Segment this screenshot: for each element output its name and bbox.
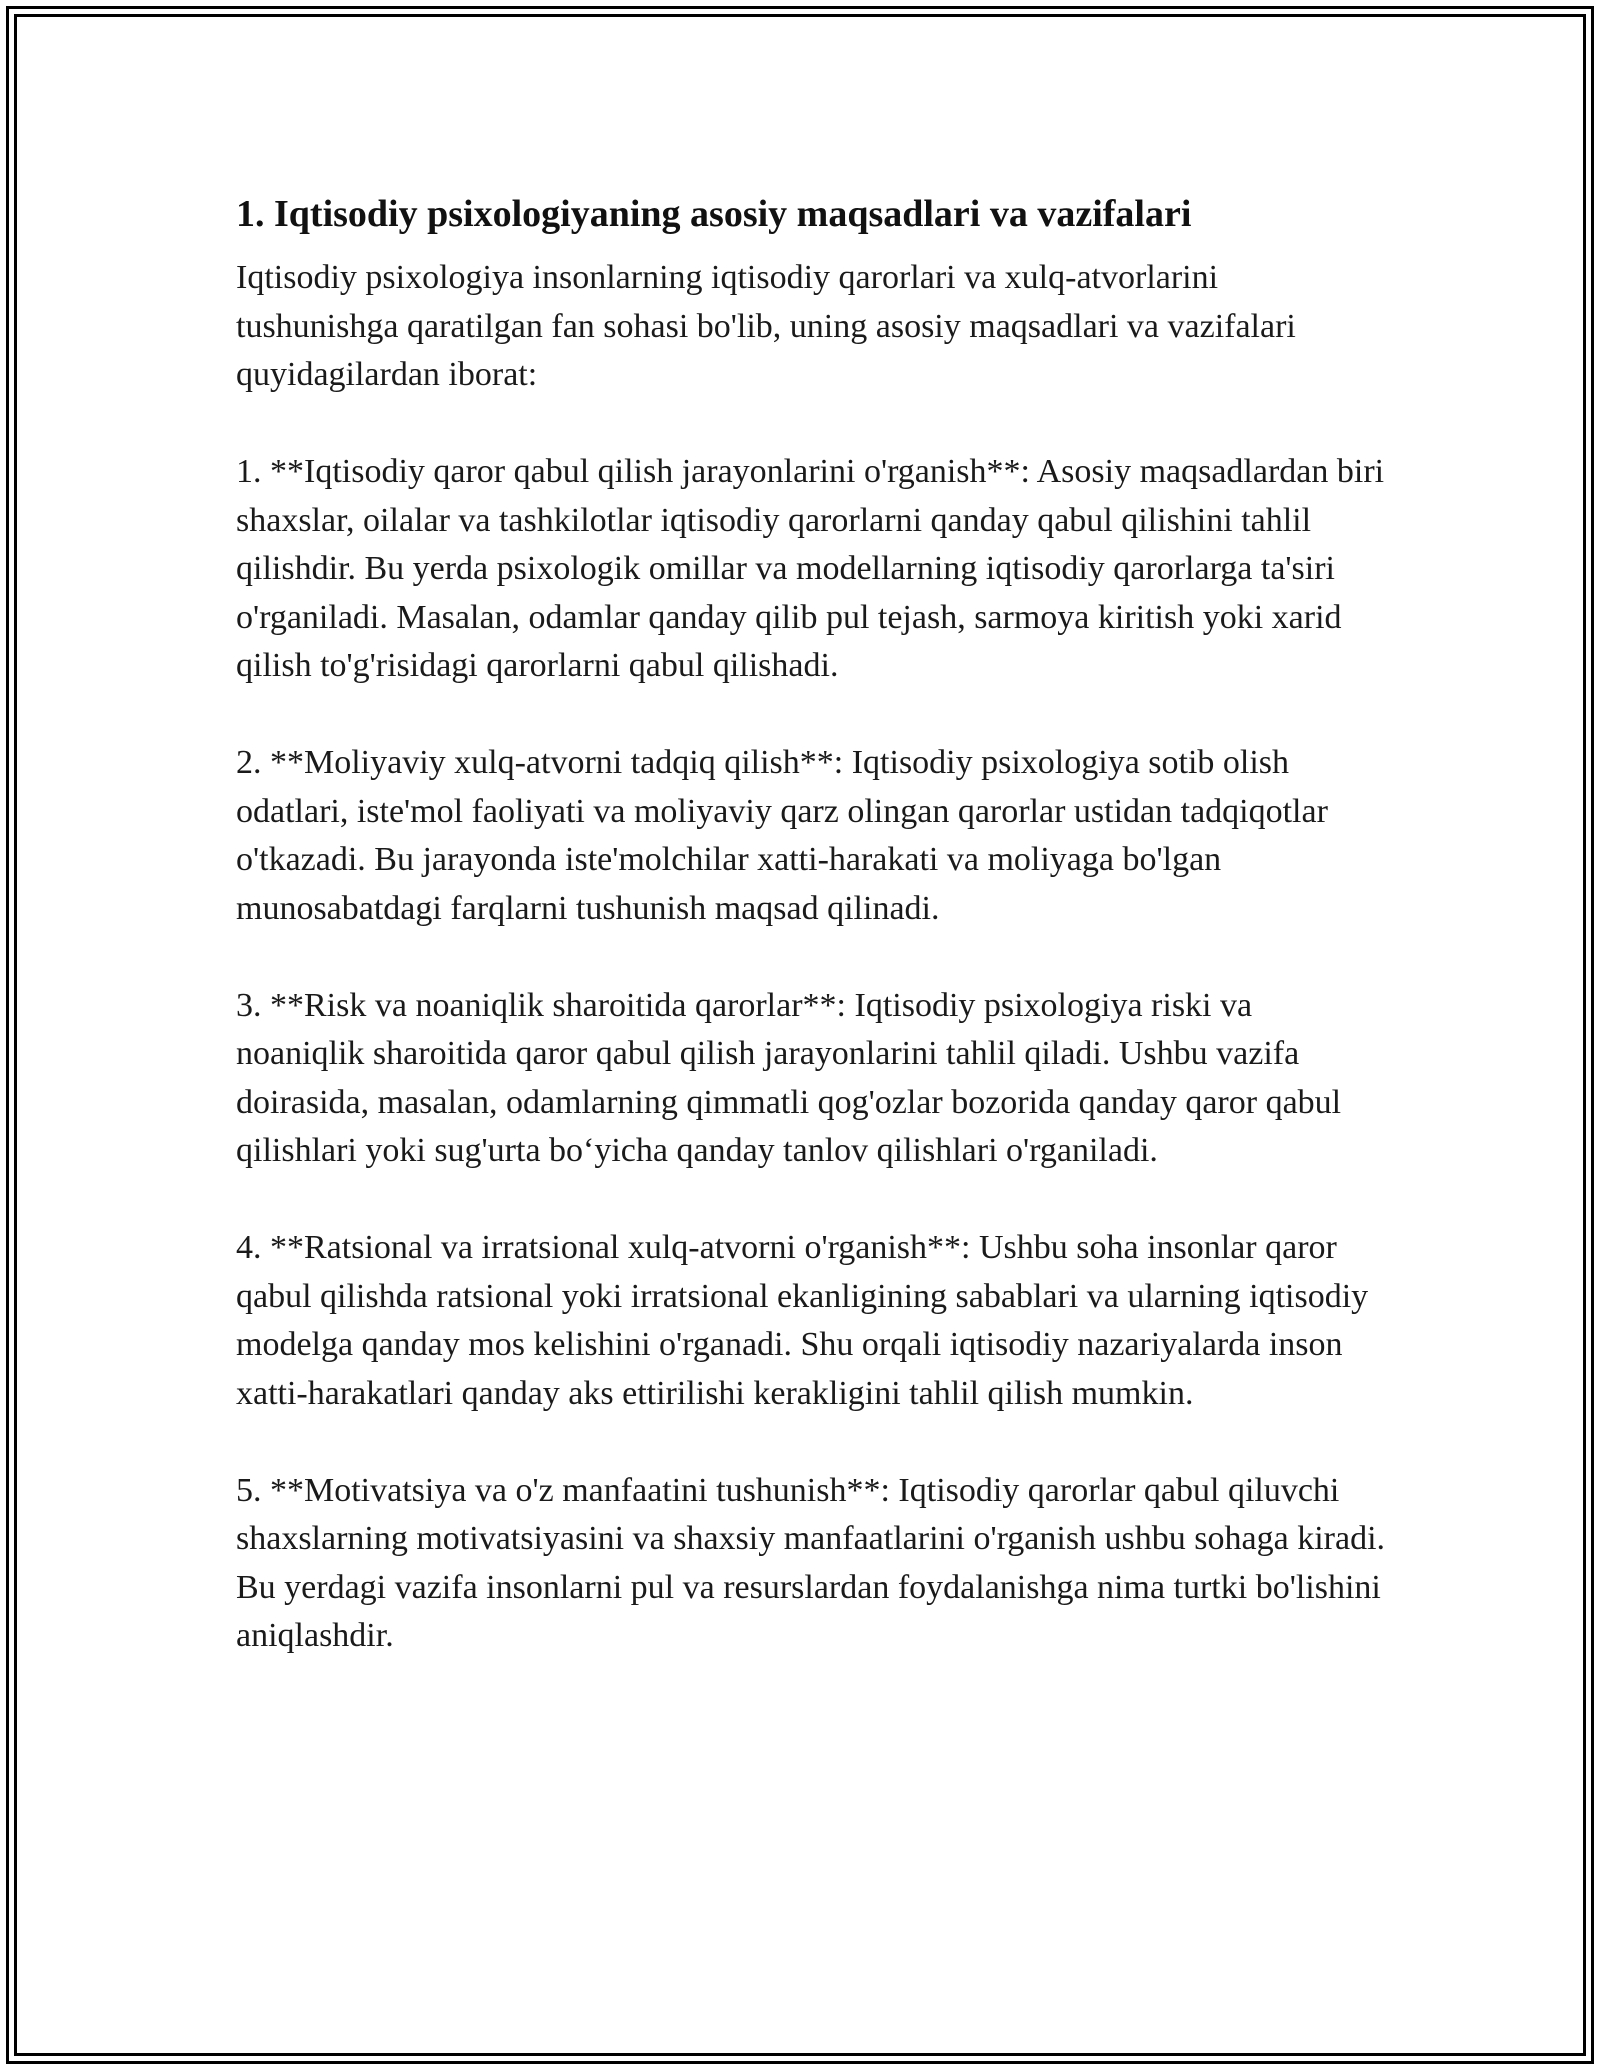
paragraph-gap [236, 1176, 1386, 1225]
list-item-3: 3. **Risk va noaniqlik sharoitida qarorlar**: Iqtisodiy psixologiya riski va noaniqlik sharoitida qaror qabul qilish jarayonlarini tahlil qiladi. Ushbu vazifa doirasida, masalan, odamlarning qimmatli qog'ozlar bozorida qanday qaror qabul qilishlari yoki sug'urta bo‘yicha qanday tanlov qilishlari o'rganiladi. [236, 986, 1342, 1169]
intro-paragraph: Iqtisodiy psixologiya insonlarning iqtisodiy qarorlari va xulq-atvorlarini tushunishga qaratilgan fan sohasi bo'lib, uning asosiy maqsadlari va vazifalari quyidagilardan iborat: [236, 259, 1296, 393]
paragraph-gap [236, 400, 1386, 449]
list-item-1: 1. **Iqtisodiy qaror qabul qilish jarayonlarini o'rganish**: Asosiy maqsadlardan biri shaxslar, oilalar va tashkilotlar iqtisodiy qarorlarni qanday qabul qilishini tahlil qilishdir. Bu yerda psixologik omillar va modellarning iqtisodiy qarorlarga ta'siri o'rganiladi. Masalan, odamlar qanday qilib pul tejash, sarmoya kiritish yoki xarid qilish to'g'risidagi qarorlarni qabul qilishadi. [236, 453, 1385, 684]
list-item-5: 5. **Motivatsiya va o'z manfaatini tushunish**: Iqtisodiy qarorlar qabul qiluvchi shaxslarning motivatsiyasini va shaxsiy manfaatlarini o'rganish ushbu sohaga kiradi. Bu yerdagi vazifa insonlarni pul va resurslardan foydalanishga nima turtki bo'lishini aniqlashdir. [236, 1471, 1386, 1654]
list-item-4: 4. **Ratsional va irratsional xulq-atvorni o'rganish**: Ushbu soha insonlar qaror qabul qilishda ratsional yoki irratsional ekanligining sabablari va ularning iqtisodiy modelga qanday mos kelishini o'rganadi. Shu orqali iqtisodiy nazariyalarda inson xatti-harakatlari qanday aks ettirilishi kerakligini tahlil qilish mumkin. [236, 1229, 1369, 1412]
paragraph-gap [236, 1418, 1386, 1467]
paragraph-gap [236, 691, 1386, 740]
document-body [236, 186, 1386, 1661]
list-item-2: 2. **Moliyaviy xulq-atvorni tadqiq qilish**: Iqtisodiy psixologiya sotib olish odatlari, iste'mol faoliyati va moliyaviy qarz olingan qarorlar ustidan tadqiqotlar o'tkazadi. Bu jarayonda iste'molchilar xatti-harakati va moliyaga bo'lgan munosabatdagi farqlarni tushunish maqsad qilinadi. [236, 744, 1328, 927]
document-title: 1. Iqtisodiy psixologiyaning asosiy maqsadlari va vazifalari [236, 193, 1192, 235]
paragraph-gap [236, 933, 1386, 982]
